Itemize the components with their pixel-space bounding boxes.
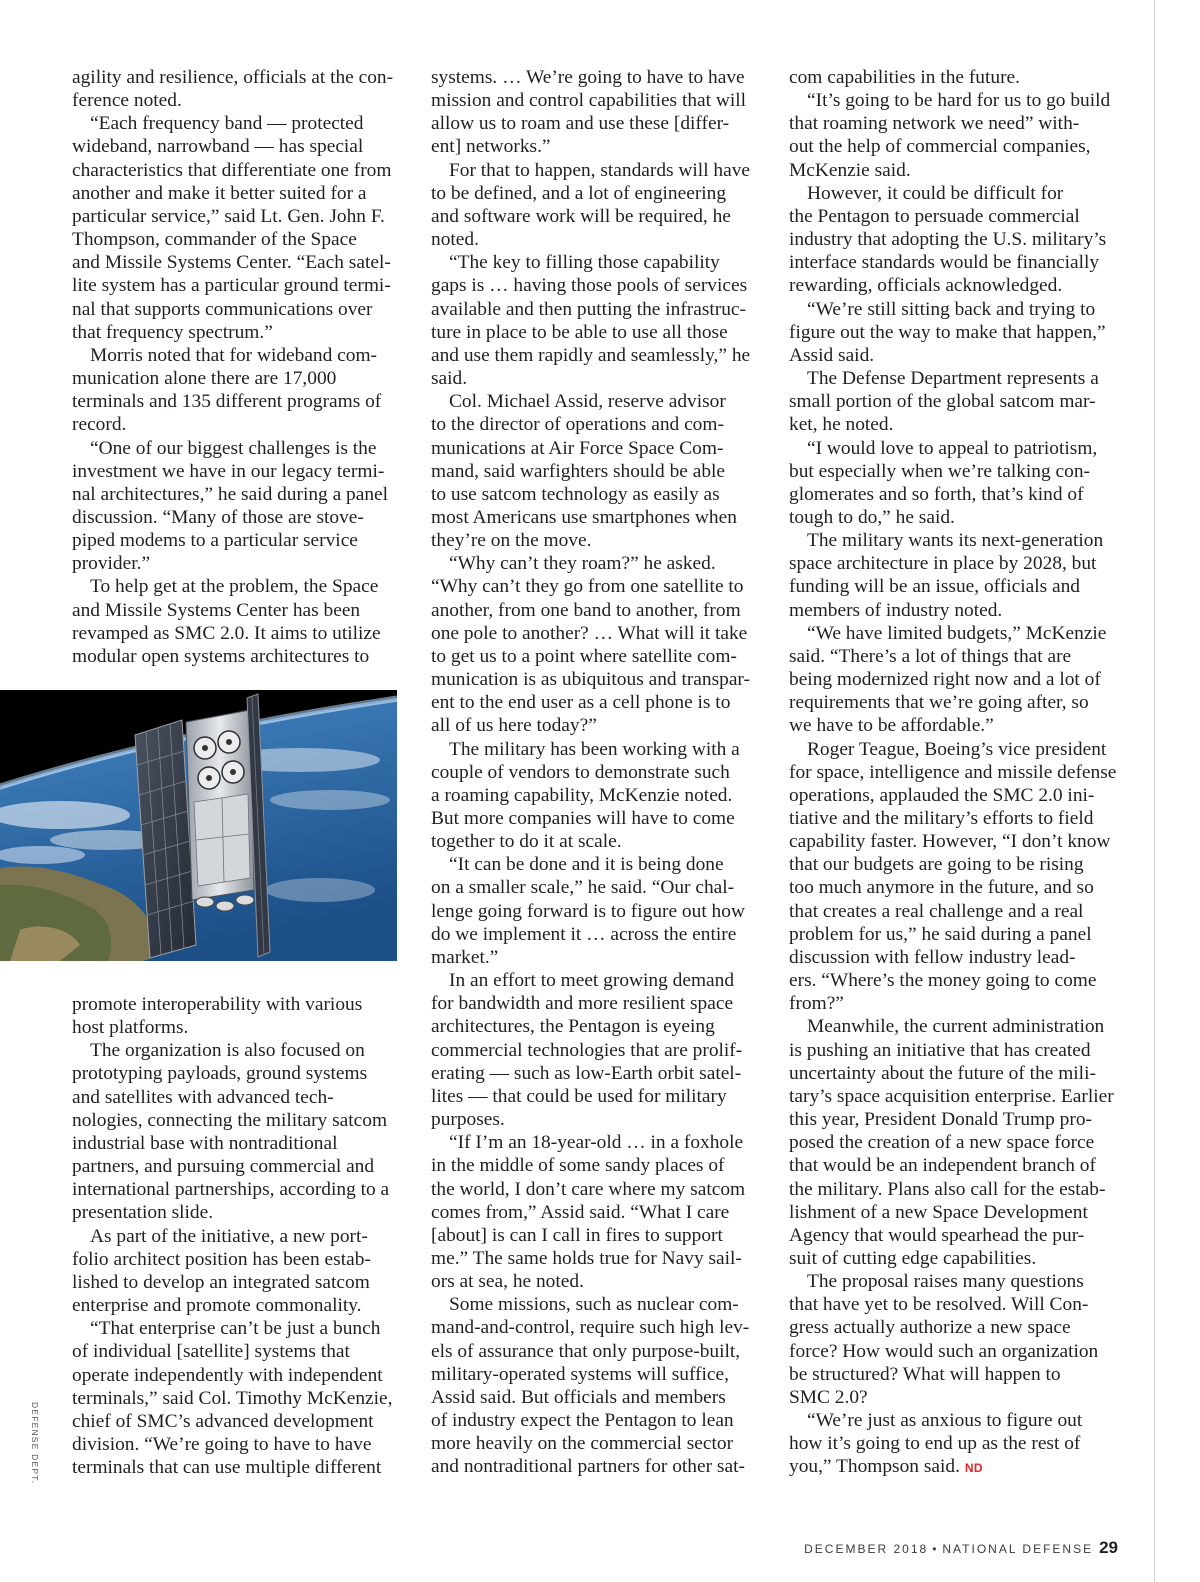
satellite-photo <box>0 690 397 961</box>
page-number: 29 <box>1099 1538 1118 1557</box>
issue-date: DECEMBER 2018 <box>804 1542 929 1556</box>
paragraph: Meanwhile, the current administration is pushing an initiative that has created uncertainty about the future of the mili- tary’s space acquisition enterprise. Earlier this year, President Donald Trump pro- posed the creation of a new space force that would be an independent branch of the military. Plans also call for the estab- lishment of a new Space Development Agency that would spearhead the pur- suit of cutting edge capabilities. <box>789 1016 1114 1269</box>
paragraph: To help get at the problem, the Space and Missile Systems Center has been revamped as SMC 2.0. It aims to utilize modular open systems architectures to <box>72 576 381 667</box>
paragraph: Some missions, such as nuclear com- mand-and-control, require such high lev- els of assurance that only purpose-built, military-operated systems will suffice, Assid said. But officials and members of industry expect the Pentagon to lean more heavily on the commercial sector and nontraditional partners for other sat- <box>431 1294 750 1478</box>
paragraph: agility and resilience, officials at the con- ference noted. <box>72 67 394 112</box>
paragraph: Morris noted that for wideband com- munication alone there are 17,000 terminals and 135 different programs of record. <box>72 344 382 436</box>
paragraph: “I would love to appeal to patriotism, but especially when we’re talking con- glomerates and so forth, that’s kind of tough to do,” he said. <box>789 437 1098 528</box>
paragraph: “That enterprise can’t be just a bunch of individual [satellite] systems that operate independently with independent terminals,” said Col. Timothy McKenzie, chief of SMC’s advanced development division. “We’re going to have to have terminals that can use multiple different <box>72 1318 393 1479</box>
paragraph: The military has been working with a couple of vendors to demonstrate such a roaming capability, McKenzie noted. But more companies will have to come together to do it at scale. <box>431 738 740 853</box>
page-edge-divider <box>1154 0 1155 1582</box>
photo-credit: DEFENSE DEPT. <box>30 1402 40 1485</box>
paragraph: “Why can’t they roam?” he asked. “Why can’t they go from one satellite to another, from one band to another, from one pole to another? … What will it take to get us to a point where satellite com- munication is as ubiquitous and transpar- ent to the end user as a cell phone is to all of us here today?” <box>431 553 750 737</box>
paragraph: The Defense Department represents a small portion of the global satcom mar- ket, he noted. <box>789 368 1099 436</box>
article-column-1-top <box>72 66 408 668</box>
paragraph: “It can be done and it is being done on a smaller scale,” he said. “Our chal- lenge going forward is to figure out how do we implement it … across the entire market.” <box>431 854 745 968</box>
article-column-2 <box>431 66 767 1479</box>
end-of-article-mark: ND <box>964 1461 983 1476</box>
paragraph: The organization is also focused on prototyping payloads, ground systems and satellites with advanced tech- nologies, connecting the military satcom industrial base with nontraditional partners, and pursuing commercial and international partnerships, according to a presentation slide. <box>72 1040 390 1224</box>
paragraph: As part of the initiative, a new port- folio architect position has been estab- lished to develop an integrated satcom enterprise and promote commonality. <box>72 1225 371 1317</box>
paragraph: “The key to filling those capability gaps is … having those pools of services available and then putting the infrastruc- ture in place to be able to use all those and use them rapidly and seamlessly,” he said. <box>431 252 751 390</box>
paragraph: “We have limited budgets,” McKenzie said. “There’s a lot of things that are being modernized right now and a lot of requirements that we’re going after, so we have to be affordable.” <box>789 622 1107 737</box>
paragraph: “Each frequency band — protected wideband, narrowband — has special characteristics that differentiate one from another and make it better suited for a particular service,” said Lt. Gen. John F. Thompson, commander of the Space and Missile Systems Center. “Each satel- lite system has a particular ground termi- nal that supports communications over that frequency spectrum.” <box>72 113 392 343</box>
paragraph: Roger Teague, Boeing’s vice president for space, intelligence and missile defense operations, applauded the SMC 2.0 ini- tiative and the military’s efforts to field capability faster. However, “I don’t know that our budgets are going to be rising too much anymore in the future, and so that creates a real challenge and a real problem for us,” he said during a panel discussion with fellow industry lead- ers. “Where’s the money going to come from?” <box>789 738 1117 1015</box>
paragraph: The military wants its next-generation space architecture in place by 2028, but funding will be an issue, officials and members of industry noted. <box>789 530 1104 621</box>
page-footer <box>804 1538 1118 1558</box>
article-column-3 <box>789 66 1125 1481</box>
last-paragraph-text: “We’re just as anxious to figure out how it’s going to end up as the rest of you,” Thompson said. <box>789 1410 1083 1478</box>
paragraph: “If I’m an 18-year-old … in a foxhole in the middle of some sandy places of the world, I don’t care where my satcom comes from,” Assid said. “What I care [about] is can I call in fires to support me.” The same holds true for Navy sail- ors at sea, he noted. <box>431 1132 746 1293</box>
paragraph: The proposal raises many questions that have yet to be resolved. Will Con- gress actually authorize a new space force? How would such an organization be structured? What will happen to SMC 2.0? <box>789 1271 1099 1408</box>
footer-separator: • <box>932 1542 937 1556</box>
paragraph: systems. … We’re going to have to have mission and control capabilities that will allow us to roam and use these [differ- ent] networks.” <box>431 67 747 158</box>
paragraph: “It’s going to be hard for us to go build that roaming network we need” with- out the help of commercial companies, McKenzie said. <box>789 90 1111 181</box>
paragraph: “We’re still sitting back and trying to figure out the way to make that happen,” Assid said. <box>789 298 1106 366</box>
paragraph: promote interoperability with various host platforms. <box>72 994 363 1039</box>
paragraph: For that to happen, standards will have to be defined, and a lot of engineering and software work will be required, he noted. <box>431 159 751 251</box>
paragraph: Col. Michael Assid, reserve advisor to the director of operations and com- munications at Air Force Space Com- mand, said warfighters should be able to use satcom technology as easily as most Americans use smartphones when they’re on the move. <box>431 391 737 552</box>
paragraph: com capabilities in the future. <box>789 67 1020 88</box>
last-paragraph <box>789 1409 1125 1480</box>
publication-name: NATIONAL DEFENSE <box>942 1542 1094 1556</box>
paragraph: In an effort to meet growing demand for bandwidth and more resilient space architectures, the Pentagon is eyeing commercial technologies that are prolif- erating — such as low-Earth orbit satel- lites — that could be used for military purposes. <box>431 970 743 1131</box>
paragraph: However, it could be difficult for the Pentagon to persuade commercial industry that adopting the U.S. military’s interface standards would be financially rewarding, officials acknowledged. <box>789 182 1107 297</box>
article-column-1-bottom <box>72 993 408 1479</box>
paragraph: “One of our biggest challenges is the investment we have in our legacy termi- nal architectures,” he said during a panel discussion. “Many of those are stove- piped modems to a particular service provider.” <box>72 437 389 575</box>
